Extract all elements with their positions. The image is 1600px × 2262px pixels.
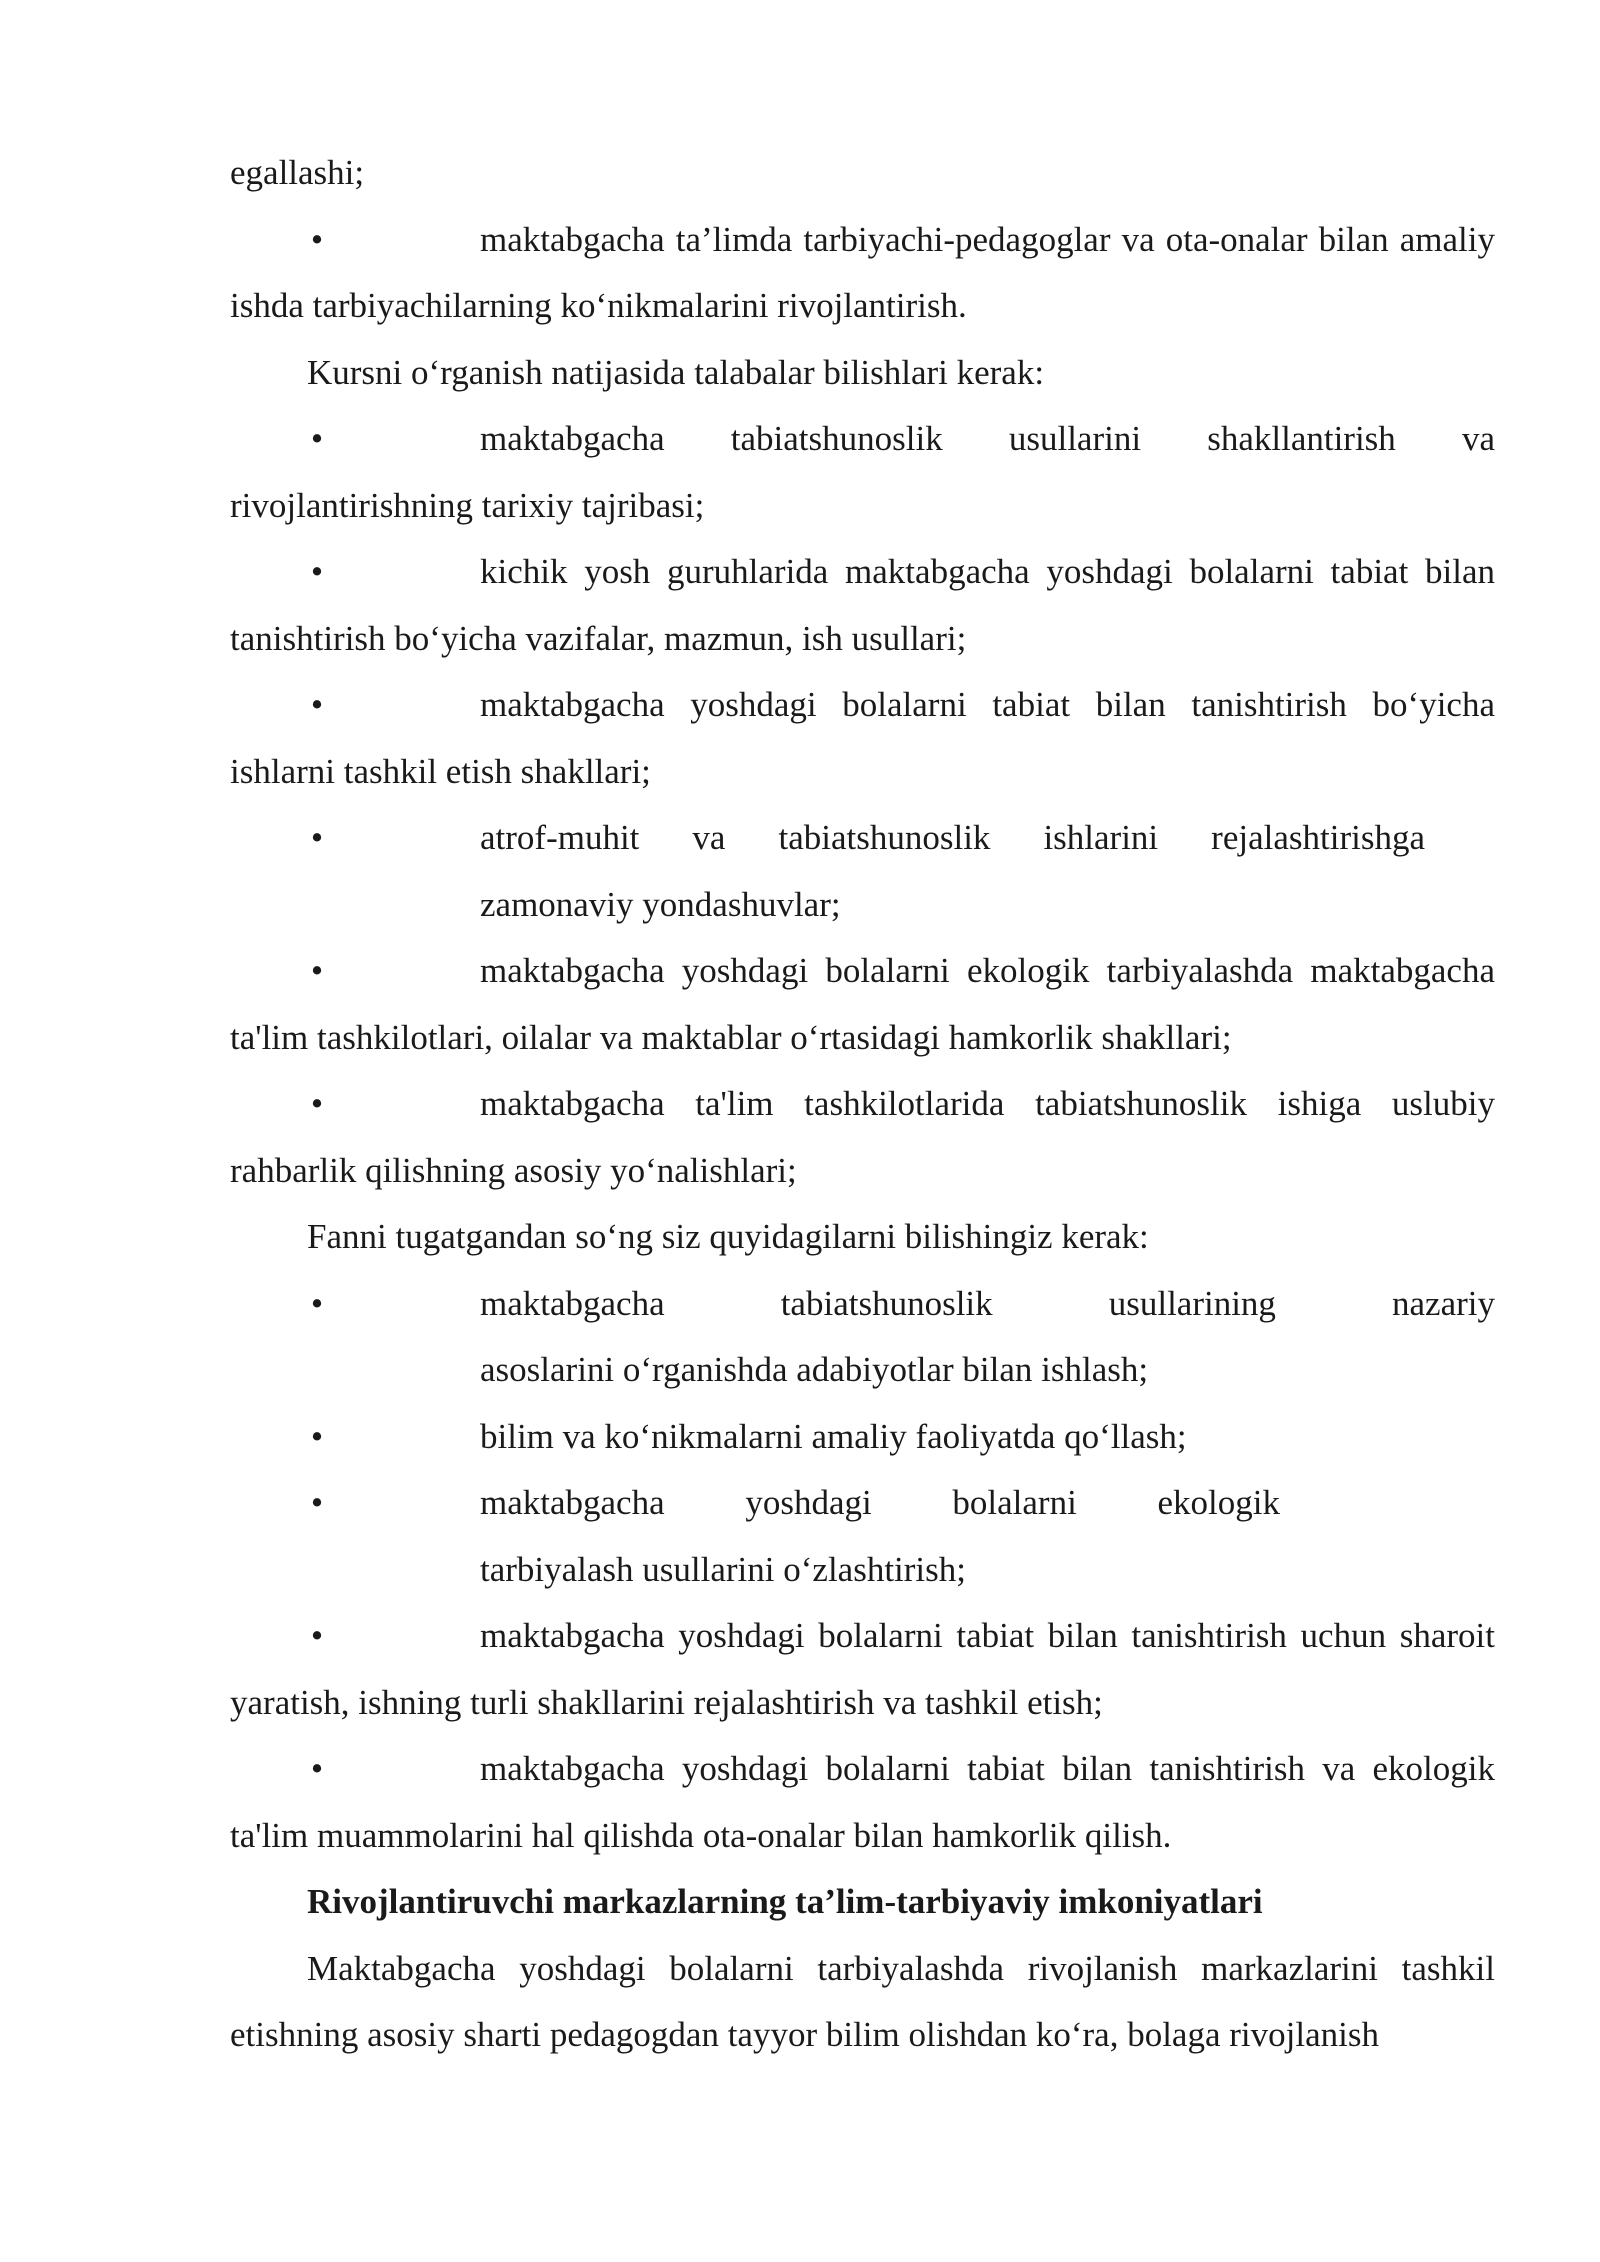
bullet-text: bilim va ko‘nikmalarni amaliy faoliyatda qo‘llash; bbox=[480, 1416, 1187, 1456]
bullet-item bbox=[230, 672, 1495, 805]
bullet-icon: • bbox=[310, 951, 324, 990]
bullet-icon: • bbox=[310, 419, 324, 458]
bullet-item bbox=[230, 1404, 1495, 1471]
bullet-icon: • bbox=[310, 1416, 324, 1456]
bullet-icon: • bbox=[310, 552, 324, 591]
bullet-icon: • bbox=[310, 1616, 324, 1655]
bullet-text: maktabgacha yoshdagi bolalarni ekologik bbox=[480, 1483, 1280, 1522]
bullet-item bbox=[230, 406, 1495, 539]
bullet-text: maktabgacha yoshdagi bolalarni ekologik tarbiyalashda maktabgacha ta'lim tashkilotlari, oilalar va maktablar o‘rtasidagi hamkorlik shakllari; bbox=[230, 951, 1495, 1057]
bullet-text: asoslarini o‘rganishda adabiyotlar bilan ishlash; bbox=[480, 1350, 1149, 1389]
bullet-icon: • bbox=[310, 219, 324, 259]
paragraph-text: Maktabgacha yoshdagi bolalarni tarbiyalashda rivojlanish markazlarini tashkil etishning asosiy sharti pedagogdan tayyor bilim olishdan ko‘ra, bolaga rivojlanish bbox=[230, 1948, 1495, 2054]
bullet-text: maktabgacha yoshdagi bolalarni tabiat bilan tanishtirish va ekologik ta'lim muammolarini hal qilishda ota-onalar bilan hamkorlik qilish. bbox=[230, 1749, 1495, 1855]
bullet-item bbox=[230, 539, 1495, 672]
paragraph-text: egallashi; bbox=[230, 153, 365, 192]
bullet-item bbox=[230, 1271, 1495, 1404]
document-body bbox=[230, 140, 1495, 2069]
bullet-text: maktabgacha yoshdagi bolalarni tabiat bilan tanishtirish uchun sharoit yaratish, ishning turli shakllarini rejalashtirish va tashkil etish; bbox=[230, 1616, 1495, 1722]
bullet-item bbox=[230, 938, 1495, 1071]
bullet-text: tarbiyalash usullarini o‘zlashtirish; bbox=[480, 1549, 967, 1589]
bullet-icon: • bbox=[310, 1283, 324, 1323]
bullet-item bbox=[230, 1071, 1495, 1204]
bullet-text: maktabgacha yoshdagi bolalarni tabiat bilan tanishtirish bo‘yicha ishlarni tashkil etish shakllari; bbox=[230, 685, 1495, 791]
bullet-icon: • bbox=[310, 685, 324, 724]
bullet-icon: • bbox=[310, 818, 324, 857]
paragraph-text: Kursni o‘rganish natijasida talabalar bilishlari kerak: bbox=[307, 352, 1045, 392]
bullet-icon: • bbox=[310, 1084, 324, 1123]
bullet-item bbox=[230, 207, 1495, 340]
bullet-item bbox=[230, 805, 1495, 938]
bullet-text: maktabgacha tabiatshunoslik usullarining nazariy bbox=[480, 1283, 1495, 1323]
bullet-item bbox=[230, 1470, 1495, 1603]
bullet-text: maktabgacha tabiatshunoslik usullarini shakllantirish va rivojlantirishning tarixiy tajribasi; bbox=[230, 419, 1495, 525]
bullet-text: maktabgacha ta’limda tarbiyachi-pedagoglar va ota-onalar bilan amaliy ishda tarbiyachilarning ko‘nikmalarini rivojlantirish. bbox=[230, 219, 1495, 325]
bullet-text: maktabgacha ta'lim tashkilotlarida tabiatshunoslik ishiga uslubiy rahbarlik qilishning asosiy yo‘nalishlari; bbox=[230, 1084, 1495, 1190]
bullet-item bbox=[230, 1603, 1495, 1736]
bullet-text: zamonaviy yondashuvlar; bbox=[480, 884, 841, 924]
section-heading: Rivojlantiruvchi markazlarning ta’lim-tarbiyaviy imkoniyatlari bbox=[307, 1882, 1263, 1921]
bullet-text: kichik yosh guruhlarida maktabgacha yoshdagi bolalarni tabiat bilan tanishtirish bo‘yicha vazifalar, mazmun, ish usullari; bbox=[230, 552, 1495, 658]
paragraph-text: Fanni tugatgandan so‘ng siz quyidagilarni bilishingiz kerak: bbox=[307, 1217, 1149, 1256]
bullet-icon: • bbox=[310, 1483, 324, 1522]
bullet-item bbox=[230, 1736, 1495, 1869]
bullet-text: atrof-muhit va tabiatshunoslik ishlarini rejalashtirishga bbox=[480, 818, 1425, 857]
bullet-icon: • bbox=[310, 1749, 324, 1788]
